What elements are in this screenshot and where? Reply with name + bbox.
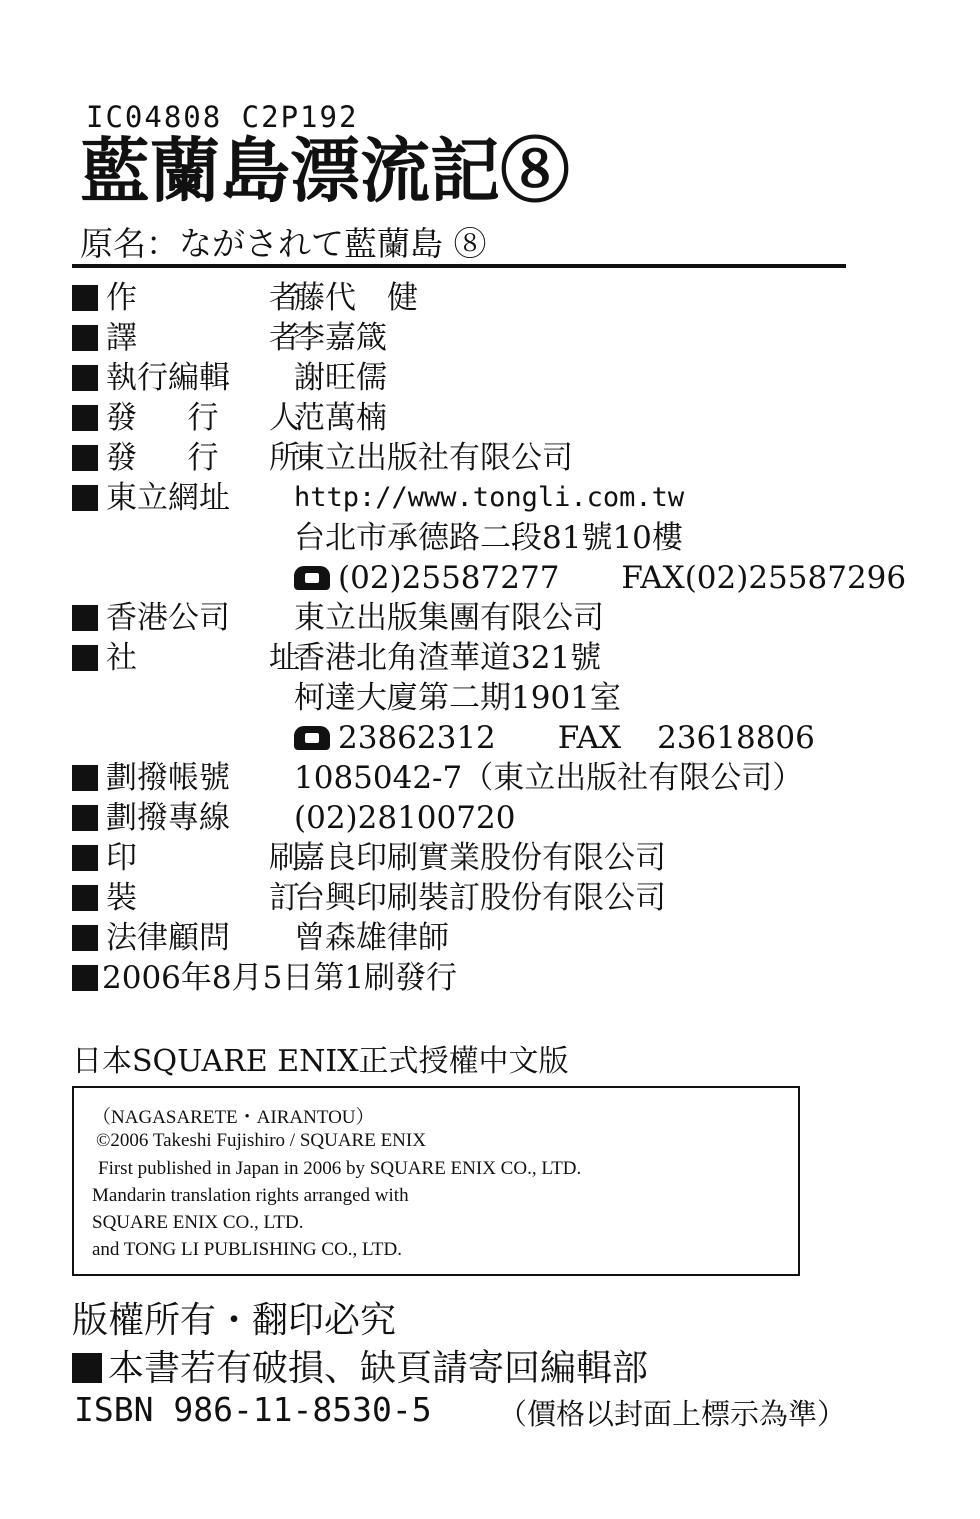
colophon-row-giro-line	[72, 798, 230, 838]
catalog-code: IC04808 C2P192	[86, 100, 359, 134]
copyright-line: Mandarin translation rights arranged with	[92, 1185, 409, 1206]
colophon-row-giro-account	[72, 758, 230, 798]
printer-value: 嘉良印刷實業股份有限公司	[294, 840, 666, 876]
taipei-tel: (02)25587277	[338, 560, 560, 596]
copyright-line: and TONG LI PUBLISHING CO., LTD.	[92, 1239, 402, 1260]
translator-value: 李嘉箴	[294, 320, 387, 356]
bullet-square	[72, 405, 98, 431]
isbn: ISBN 986-11-8530-5	[74, 1390, 432, 1429]
row-label: 發 行 人	[106, 400, 300, 436]
row-label: 譯 者	[106, 320, 300, 356]
bullet-square	[72, 965, 98, 991]
bullet-square	[72, 885, 98, 911]
hk-company-value: 東立出版集團有限公司	[294, 600, 604, 636]
giro-line-value: (02)28100720	[294, 800, 516, 836]
colophon-row-editor	[72, 358, 230, 398]
rights-notice: 版權所有・翻印必究	[72, 1300, 397, 1341]
publishing-house-value: 東立出版社有限公司	[294, 440, 573, 476]
copyright-line: （NAGASARETE・AIRANTOU）	[92, 1107, 375, 1128]
row-label: 社 址	[106, 640, 300, 676]
editor-value: 謝旺儒	[294, 360, 387, 396]
damage-notice: 本書若有破損、缺頁請寄回編輯部	[72, 1340, 648, 1391]
bullet-square	[72, 845, 98, 871]
row-label: 東立網址	[106, 480, 230, 516]
row-label: 發 行 所	[106, 440, 300, 476]
colophon-row-translator	[72, 318, 300, 358]
taipei-phone-line	[294, 558, 906, 598]
hk-fax-label: FAX	[557, 720, 622, 756]
original-title: 原名：ながされて藍蘭島 ⑧	[80, 224, 487, 263]
bullet-square	[72, 605, 98, 631]
bullet-square	[72, 1353, 102, 1383]
legal-value: 曾森雄律師	[294, 920, 449, 956]
price-note: （價格以封面上標示為準）	[498, 1397, 847, 1431]
row-label: 裝 訂	[106, 880, 300, 916]
colophon-row-website	[72, 478, 230, 518]
row-label: 作 者	[106, 280, 300, 316]
print-date-row	[72, 958, 457, 998]
row-label: 香港公司	[106, 600, 230, 636]
website-url[interactable]: http://www.tongli.com.tw	[294, 482, 685, 513]
row-label: 法律顧問	[106, 920, 230, 956]
copyright-line: ©2006 Takeshi Fujishiro / SQUARE ENIX	[96, 1130, 426, 1151]
row-label: 印 刷	[106, 840, 300, 876]
bullet-square	[72, 765, 98, 791]
telephone-icon	[294, 726, 330, 750]
bullet-square	[72, 925, 98, 951]
bullet-square	[72, 805, 98, 831]
row-label: 執行編輯	[106, 360, 230, 396]
author-value: 藤代 健	[294, 280, 418, 316]
telephone-icon	[294, 566, 330, 590]
colophon-row-hk-company	[72, 598, 230, 638]
row-label: 劃撥帳號	[106, 760, 230, 796]
header-divider	[72, 264, 846, 268]
bullet-square	[72, 285, 98, 311]
copyright-box	[72, 1086, 800, 1276]
hk-phone-line	[294, 718, 815, 758]
binding-value: 台興印刷裝訂股份有限公司	[294, 880, 666, 916]
colophon-row-author	[72, 278, 300, 318]
taipei-fax: FAX(02)25587296	[621, 560, 907, 596]
license-statement: 日本SQUARE ENIX正式授權中文版	[72, 1044, 569, 1079]
copyright-line: First published in Japan in 2006 by SQUARE ENIX CO., LTD.	[98, 1158, 582, 1179]
bullet-square	[72, 485, 98, 511]
bullet-square	[72, 445, 98, 471]
colophon-row-binding	[72, 878, 300, 918]
copyright-line: SQUARE ENIX CO., LTD.	[92, 1212, 304, 1233]
colophon-row-publishing-house	[72, 438, 300, 478]
bullet-square	[72, 325, 98, 351]
hk-address-line1: 香港北角渣華道321號	[294, 640, 602, 676]
hk-fax: 23618806	[657, 720, 815, 756]
bullet-square	[72, 645, 98, 671]
hk-tel: 23862312	[338, 720, 496, 756]
book-title: 藍蘭島漂流記⑧	[80, 129, 570, 212]
colophon-row-publisher	[72, 398, 300, 438]
colophon-row-printer	[72, 838, 300, 878]
publisher-value: 范萬楠	[294, 400, 387, 436]
print-date: 2006年8月5日第1刷發行	[102, 960, 458, 996]
giro-account-value: 1085042-7（東立出版社有限公司）	[294, 760, 804, 796]
hk-address-line2: 柯達大廈第二期1901室	[294, 680, 621, 716]
row-label: 劃撥專線	[106, 800, 230, 836]
colophon-row-hk-address	[72, 638, 300, 678]
colophon-row-legal	[72, 918, 230, 958]
taipei-address: 台北市承德路二段81號10樓	[294, 520, 683, 556]
bullet-square	[72, 365, 98, 391]
